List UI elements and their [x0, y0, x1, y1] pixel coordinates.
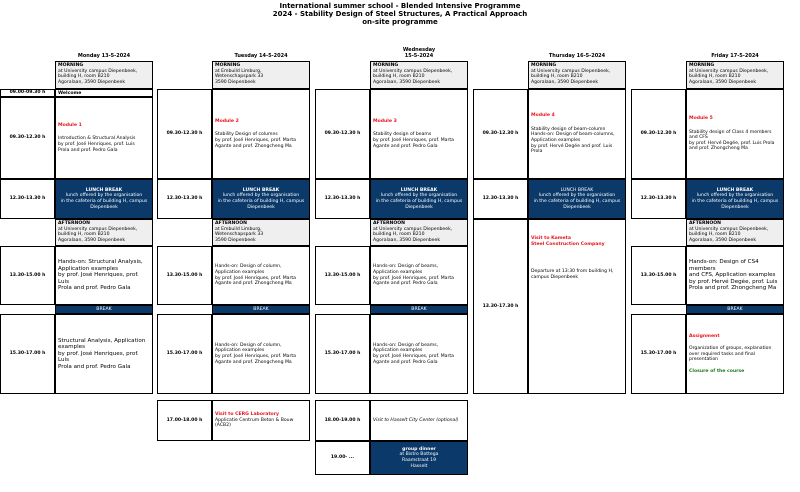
fri-afternoon-session-1: Hands-on: Design of CS4 members and CFS, Application examples by prof. Hervé Degée, prof. Luis Prola and prof. Zhongcheng Ma	[686, 246, 784, 305]
tue-break: BREAK	[212, 305, 310, 314]
tue-lunch-break: LUNCH BREAK lunch offered by the organisation in the cafeteria of building H, campus Diepenbeek	[212, 179, 310, 219]
tue-afternoon-session-1: Hands-on: Design of column, Application examples by prof. José Henriques, prof. Marta Agante and prof. Zhongcheng Ma	[212, 246, 310, 305]
day-header-monday: Monday 13-5-2024	[77, 53, 131, 59]
day-header-wednesday-date: 15-5-2024	[404, 53, 434, 59]
mon-morning-header: MORNING at University campus Diepenbeek, building H, room B210 Agoralaan, 3590 Diepenbeek	[55, 61, 153, 89]
wed-time-lunch: 12.30-13.30 h	[315, 179, 370, 219]
tue-visit-cerg: Visit to CERG Laboratory Applicatie Centrum Beton & Bouw (ACB2)	[212, 400, 310, 441]
fri-morning-header: MORNING at University campus Diepenbeek, building H, room B210 Agoralaan, 3590 Diepenbeek	[686, 61, 784, 89]
tue-time-afternoon-2: 15.30-17.00 h	[157, 314, 212, 394]
programme-title	[0, 2, 800, 26]
fri-assignment: Assignment Organization of groups, explanation over required tasks and final presentation Closure of the course	[686, 314, 784, 394]
thu-time-afternoon: 13.30-17.30 h	[473, 219, 528, 394]
wed-time-visit: 18.00-19.00 h	[315, 400, 370, 441]
day-header-friday: Friday 17-5-2024	[711, 53, 759, 59]
tue-module-2: Module 2 Stability Design of columns by prof. José Henriques, prof. Marta Agante and prof. Zhongcheng Ma	[212, 89, 310, 179]
mon-afternoon-header: AFTERNOON at University campus Diepenbeek, building H, room B210 Agoralaan, 3590 Diepenbeek	[55, 219, 153, 246]
mon-break: BREAK	[55, 305, 153, 314]
fri-break: BREAK	[686, 305, 784, 314]
mon-lunch-break: LUNCH BREAK lunch offered by the organisation in the cafeteria of building H, campus Diepenbeek	[55, 179, 153, 219]
tue-afternoon-session-2: Hands-on: Design of column, Application examples by prof. José Henriques, prof. Marta Agante and prof. Zhongcheng Ma	[212, 314, 310, 394]
thu-morning-header: MORNING at University campus Diepenbeek, building H, room B210 Agoralaan, 3590 Diepenbeek	[528, 61, 626, 89]
wed-afternoon-header: AFTERNOON at University campus Diepenbeek, building H, room B210 Agoralaan, 3590 Diepenbeek	[370, 219, 468, 246]
title-line-3: on-site programme	[362, 18, 438, 26]
fri-lunch-break: LUNCH BREAK lunch offered by the organisation in the cafeteria of building H, campus Diepenbeek	[686, 179, 784, 219]
wed-afternoon-session-1: Hands-on: Design of beams, Application examples by prof. José Henriques, prof. Marta Agante and prof. Pedro Gala	[370, 246, 468, 305]
tue-morning-header: MORNING at Embuild Limburg, Wetenschapspark 33 3590 Diepenbeek	[212, 61, 310, 89]
fri-afternoon-header: AFTERNOON at University campus Diepenbeek, building H, room B210 Agoralaan, 3590 Diepenbeek	[686, 219, 784, 246]
wed-break: BREAK	[370, 305, 468, 314]
wed-time-dinner: 19.00- ...	[315, 441, 370, 475]
thu-time-morning: 09.30-12.30 h	[473, 89, 528, 179]
mon-time-welcome: 09.00-09.30 h	[0, 89, 55, 97]
tue-time-afternoon-1: 13.30-15.00 h	[157, 246, 212, 305]
wed-visit-hasselt: Visit to Hasselt City Center (optional)	[370, 400, 468, 441]
wed-module-3: Module 3 Stability design of beams by prof. José Henriques, prof. Marta Agante and prof. Pedro Gala	[370, 89, 468, 179]
title-line-2: 2024 - Stability Design of Steel Structures, A Practical Approach	[272, 10, 528, 18]
fri-time-afternoon-2: 15.30-17.00 h	[631, 314, 686, 394]
mon-time-morning: 09.30-12.30 h	[0, 97, 55, 179]
fri-time-morning: 09.30-12.30 h	[631, 89, 686, 179]
mon-time-afternoon-1: 13.30-15.00 h	[0, 246, 55, 305]
fri-time-lunch: 12.30-13.30 h	[631, 179, 686, 219]
tue-time-lunch: 12.30-13.30 h	[157, 179, 212, 219]
tue-afternoon-header: AFTERNOON at Embuild Limburg, Wetenschapspark 33 3590 Diepenbeek	[212, 219, 310, 246]
title-line-1: International summer school - Blended Intensive Programme	[279, 2, 521, 10]
thu-visit-kameta: Visit to Kameta Steel Construction Company Departure at 13:30 from building H, campus Diepenbeek	[528, 219, 626, 394]
mon-afternoon-session-2: Structural Analysis, Application examples by prof. José Henriques, prof. Luis Prola and prof. Pedro Gala	[55, 314, 153, 394]
thu-module-4: Module 4 Stability design of beam-column Hands-on: Design of beam-columns, Application examples by prof. Hervé Degée and prof. Luis Prola	[528, 89, 626, 179]
mon-afternoon-session-1: Hands-on: Structural Analysis, Application examples by prof. José Henriques, prof. Luis Prola and prof. Pedro Gala	[55, 246, 153, 305]
day-header-wednesday-name: Wednesday	[402, 47, 436, 53]
mon-time-afternoon-2: 15.30-17.00 h	[0, 314, 55, 394]
wed-afternoon-session-2: Hands-on: Design of beams, Application examples by prof. José Henriques, prof. Marta Agante and prof. Pedro Gala	[370, 314, 468, 394]
mon-welcome: Welcome	[55, 89, 153, 97]
wed-time-afternoon-2: 15.30-17.00 h	[315, 314, 370, 394]
tue-time-morning: 09.30-12.30 h	[157, 89, 212, 179]
fri-module-5: Module 5 Stability design of Class 4 members and CFS by prof. Hervé Degée, prof. Luis Prola and prof. Zhongcheng Ma	[686, 89, 784, 179]
tue-time-visit: 17.00-18.00 h	[157, 400, 212, 441]
wed-morning-header: MORNING at University campus Diepenbeek, building H, room B210 Agoralaan, 3590 Diepenbeek	[370, 61, 468, 89]
mon-module-1: Module 1 Introduction & Structural Analysis by prof. José Henriques, prof. Luis Prola and prof. Pedro Gala	[55, 97, 153, 179]
wed-time-afternoon-1: 13.30-15.00 h	[315, 246, 370, 305]
wed-group-dinner: group dinner at Bistro Bottega Raamstraat 19 Hasselt	[370, 441, 468, 475]
thu-lunch-break: LUNCH BREAK lunch offered by the organisation in the cafeteria of building H, campus Diepenbeek	[528, 179, 626, 219]
thu-time-lunch: 12.30-13.30 h	[473, 179, 528, 219]
day-header-tuesday: Tuesday 14-5-2024	[234, 53, 288, 59]
day-header-wednesday	[370, 47, 468, 59]
wed-lunch-break: LUNCH BREAK lunch offered by the organisation in the cafeteria of building H, campus Diepenbeek	[370, 179, 468, 219]
wed-time-morning: 09.30-12.30 h	[315, 89, 370, 179]
fri-time-afternoon-1: 13.30-15.00 h	[631, 246, 686, 305]
mon-time-lunch: 12.30-13.30 h	[0, 179, 55, 219]
day-header-thursday: Thursday 16-5-2024	[548, 53, 606, 59]
